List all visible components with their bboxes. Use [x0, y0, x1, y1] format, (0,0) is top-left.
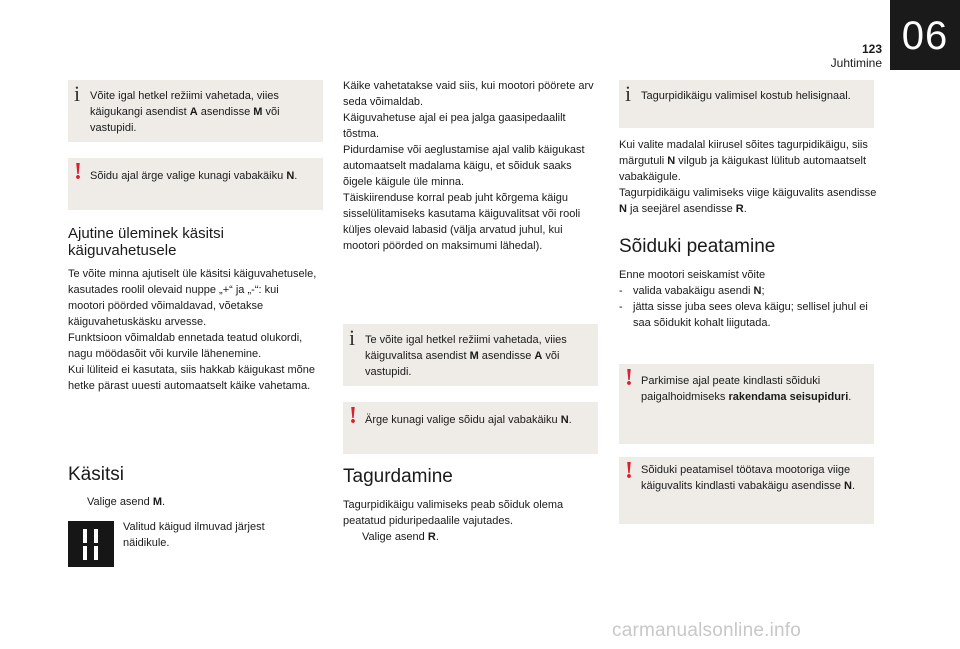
- list-text-pre: valida vabakäigu asendi: [633, 285, 754, 297]
- info-icon: i: [625, 81, 632, 106]
- warning-icon: !: [349, 403, 357, 429]
- gear-display-icon: [68, 521, 114, 567]
- heading-temporary-manual: Ajutine üleminek käsitsi käiguvahetusele: [68, 225, 224, 259]
- info-text-end: või vastupidi.: [365, 350, 560, 378]
- position-n: N: [844, 480, 852, 492]
- position-n: N: [286, 170, 295, 182]
- position-n: N: [753, 285, 762, 297]
- info-box-selector-mode: [343, 324, 598, 386]
- position-n: N: [619, 203, 627, 215]
- paragraph-text-end: .: [743, 203, 747, 215]
- info-text: Te võite igal hetkel režiimi vahetada, viies käiguvalitsa asendist: [365, 334, 567, 362]
- paragraph-reverse-low-speed: [619, 137, 877, 217]
- list-dash: -: [619, 285, 623, 297]
- info-icon: i: [349, 325, 356, 350]
- position-r: R: [427, 531, 436, 543]
- list-text-end: ;: [761, 285, 765, 297]
- info-text-mid: asendisse: [478, 350, 535, 362]
- info-text: Tagurpidikäigu valimisel kostub helisignaal.: [641, 90, 851, 102]
- warning-text-end: .: [848, 391, 852, 403]
- position-n: N: [560, 414, 569, 426]
- paragraph-text-mid2: ja seejärel asendisse: [626, 203, 736, 215]
- position-a: A: [534, 350, 543, 362]
- parking-brake-emphasis: rakendama seisupiduri: [728, 391, 849, 403]
- position-n: N: [667, 155, 676, 167]
- bullet-text-end: .: [162, 496, 166, 508]
- display-text: Valitud käigud ilmuvad järjest näidikule.: [123, 521, 265, 549]
- watermark: carmanualsonline.info: [612, 620, 802, 641]
- list-item: [619, 283, 877, 299]
- list-text: jätta sisse juba sees oleva käigu; sellisel juhul ei saa sõidukit kohalt liigutada.: [633, 301, 868, 329]
- info-box-mode-change: [68, 80, 323, 142]
- bullet-text: Valige asend: [362, 531, 428, 543]
- warning-icon: !: [625, 365, 633, 391]
- paragraph-temporary-manual: Te võite minna ajutiselt üle käsitsi käiguvahetusele, kasutades roolil olevaid nuppe „+“ ja „-“: kui mootori pöörded võimaldavad, võetakse käiguvahetuskäsku arvesse. Funktsioon võimaldab ennetada teatud olukordi, nagu möödasõit või kurvile lähenemine. Kui lüliteid ei kasutata, siis hakkab käigukast mõne hetke pärast uuesti automaatselt käike vahetama.: [68, 268, 317, 392]
- warning-text-end: .: [568, 414, 572, 426]
- warning-box-parking-brake: [619, 364, 874, 444]
- paragraph-shifting: Käike vahetatakse vaid siis, kui mootori pöörete arv seda võimaldab. Käiguvahetuse ajal ei pea jalga gaasipedaalilt tõstma. Pidurdamise või aeglustamise ajal valib käigukast automaatselt madalama käigu, et sõiduk saaks õigele käigule üle minna. Täiskiirenduse korral peab juht kõrgema käigu sisselülitamiseks kasutama käiguvalitsat või rooli küljes olevaid labasid (välja arvatud juhul, kui mootori pöörded on maksimumi lähedal).: [343, 80, 594, 252]
- warning-text-end: .: [851, 480, 856, 492]
- warning-box-engine-running: [619, 457, 874, 524]
- section-title: Juhtimine: [830, 56, 882, 70]
- position-a: A: [189, 106, 198, 118]
- list-item: [619, 299, 877, 331]
- paragraph-text: Kui valite madalal kiirusel sõites tagurpidikäigu, siis märgutuli: [619, 139, 868, 167]
- warning-text: Sõidu ajal ärge valige kunagi vabakäiku: [90, 170, 287, 182]
- position-r: R: [735, 203, 744, 215]
- page-number: 123: [861, 42, 882, 56]
- info-text-mid: asendisse: [197, 106, 254, 118]
- heading-reverse: Tagurdamine: [343, 466, 453, 487]
- warning-text: Sõiduki peatamisel töötava mootoriga viige käiguvalits kindlasti vabakäigu asendisse: [641, 464, 851, 492]
- info-text: Võite igal hetkel režiimi vahetada, viies käigukangi asendist: [90, 90, 279, 118]
- stop-list: [619, 283, 877, 331]
- position-m: M: [469, 350, 479, 362]
- chapter-number: 06: [901, 14, 949, 58]
- chapter-tab: [890, 0, 960, 70]
- bullet-text: Valige asend: [87, 496, 153, 508]
- heading-stopping: Sõiduki peatamine: [619, 236, 776, 257]
- reverse-bullet: [343, 529, 593, 545]
- warning-box-neutral: [68, 158, 323, 210]
- bullet-text-end: .: [435, 531, 439, 543]
- warning-icon: !: [74, 159, 82, 185]
- warning-text-end: .: [294, 170, 298, 182]
- list-text: [633, 283, 765, 299]
- list-dash: -: [619, 301, 623, 313]
- info-box-reverse-signal: [619, 80, 874, 128]
- heading-manual: Käsitsi: [68, 464, 124, 485]
- info-text-end: või vastupidi.: [90, 106, 280, 134]
- position-m: M: [152, 496, 163, 508]
- warning-text: Ärge kunagi valige sõidu ajal vabakäiku: [365, 414, 561, 426]
- position-m: M: [253, 106, 263, 118]
- stop-intro: Enne mootori seiskamist võite: [619, 269, 766, 281]
- warning-box-no-neutral: [343, 402, 598, 454]
- paragraph-text-mid: vilgub ja käigukast lülitub automaatselt vabakäigule. Tagurpidikäigu valimiseks viige käiguvalits asendisse: [619, 155, 877, 199]
- warning-icon: !: [625, 458, 633, 484]
- paragraph-reverse: Tagurpidikäigu valimiseks peab sõiduk olema peatatud piduripedaalile vajutades.: [343, 499, 564, 527]
- info-icon: i: [74, 81, 81, 106]
- warning-text: Parkimise ajal peate kindlasti sõiduki paigalhoidmiseks: [641, 375, 821, 403]
- manual-bullet: [68, 494, 318, 510]
